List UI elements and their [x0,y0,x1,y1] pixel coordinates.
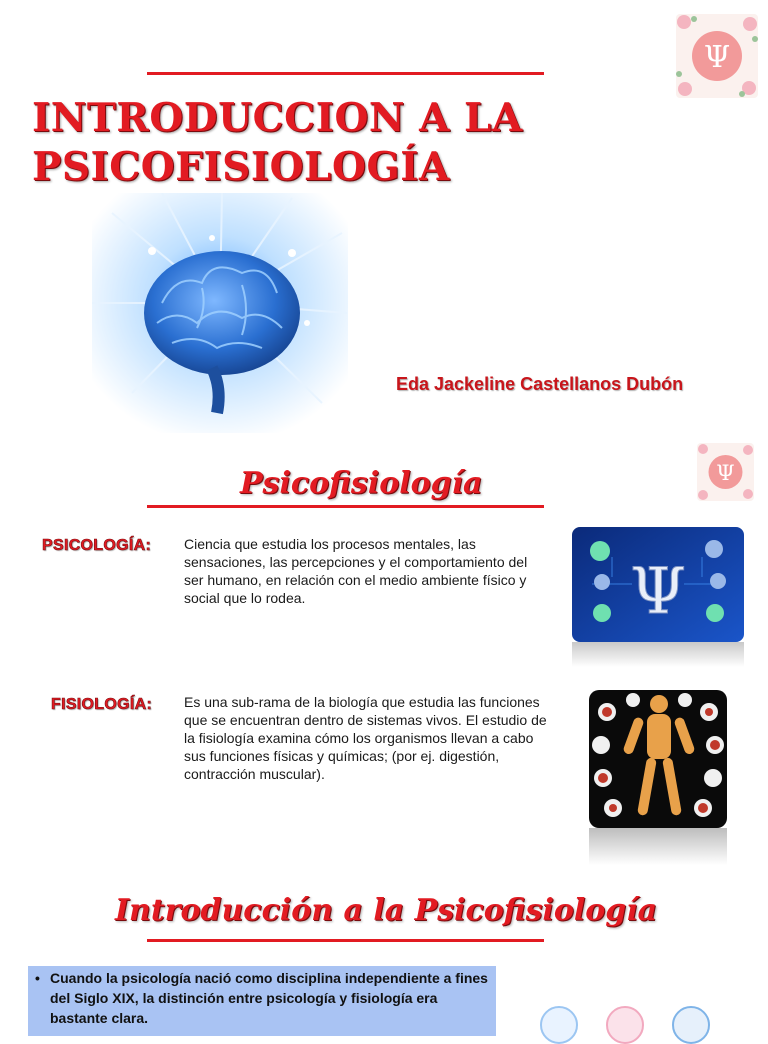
term-psicologia: PSICOLOGÍA: [42,537,152,554]
section-heading-rule [147,505,544,508]
section3-heading-rule [147,939,544,942]
anatomy-image [589,690,727,865]
circle-icon-target [540,1006,578,1044]
description-psicologia: Ciencia que estudia los procesos mentales, las sensaciones, las percepciones y el comportamiento del ser humano, en relación con el medio ambiente físico y social que lo rodea. [184,536,528,606]
svg-text:Ψ: Ψ [629,555,687,629]
floral-frame-icon [697,443,754,501]
psi-symbol-image [572,527,744,667]
svg-text:Ψ: Ψ [716,461,735,485]
bullet-icon: • [35,970,40,986]
intro-bullet-text: Cuando la psicología nació como disciplina independiente a fines del Siglo XIX, la distinción entre psicología y fisiología era bastante clara. [50,970,488,1026]
svg-text:Ψ: Ψ [703,40,731,75]
slide-title: INTRODUCCION A LA PSICOFISIOLOGÍA [32,95,523,190]
section-heading-psicofisiologia: Psicofisiología [240,466,483,501]
psi-logo-small [697,443,754,501]
title-top-rule [147,72,544,75]
floral-frame-icon [676,14,758,98]
intro-bullet-box [28,966,496,1036]
term-fisiologia: FISIOLOGÍA: [51,696,153,713]
circle-icon-blue [672,1006,710,1044]
section-heading-introduccion: Introducción a la Psicofisiología [115,893,658,928]
author-name: Eda Jackeline Castellanos Dubón [396,374,684,394]
brain-illustration [92,193,348,433]
psi-logo [676,14,758,98]
circle-icon-pink [606,1006,644,1044]
description-fisiologia: Es una sub-rama de la biología que estudia las funciones que se encuentran dentro de sistemas vivos. El estudio de la fisiología examina cómo los organismos llevan a cabo sus funciones físicas y químicas; (por ej. digestión, contracción muscular). [184,694,547,782]
